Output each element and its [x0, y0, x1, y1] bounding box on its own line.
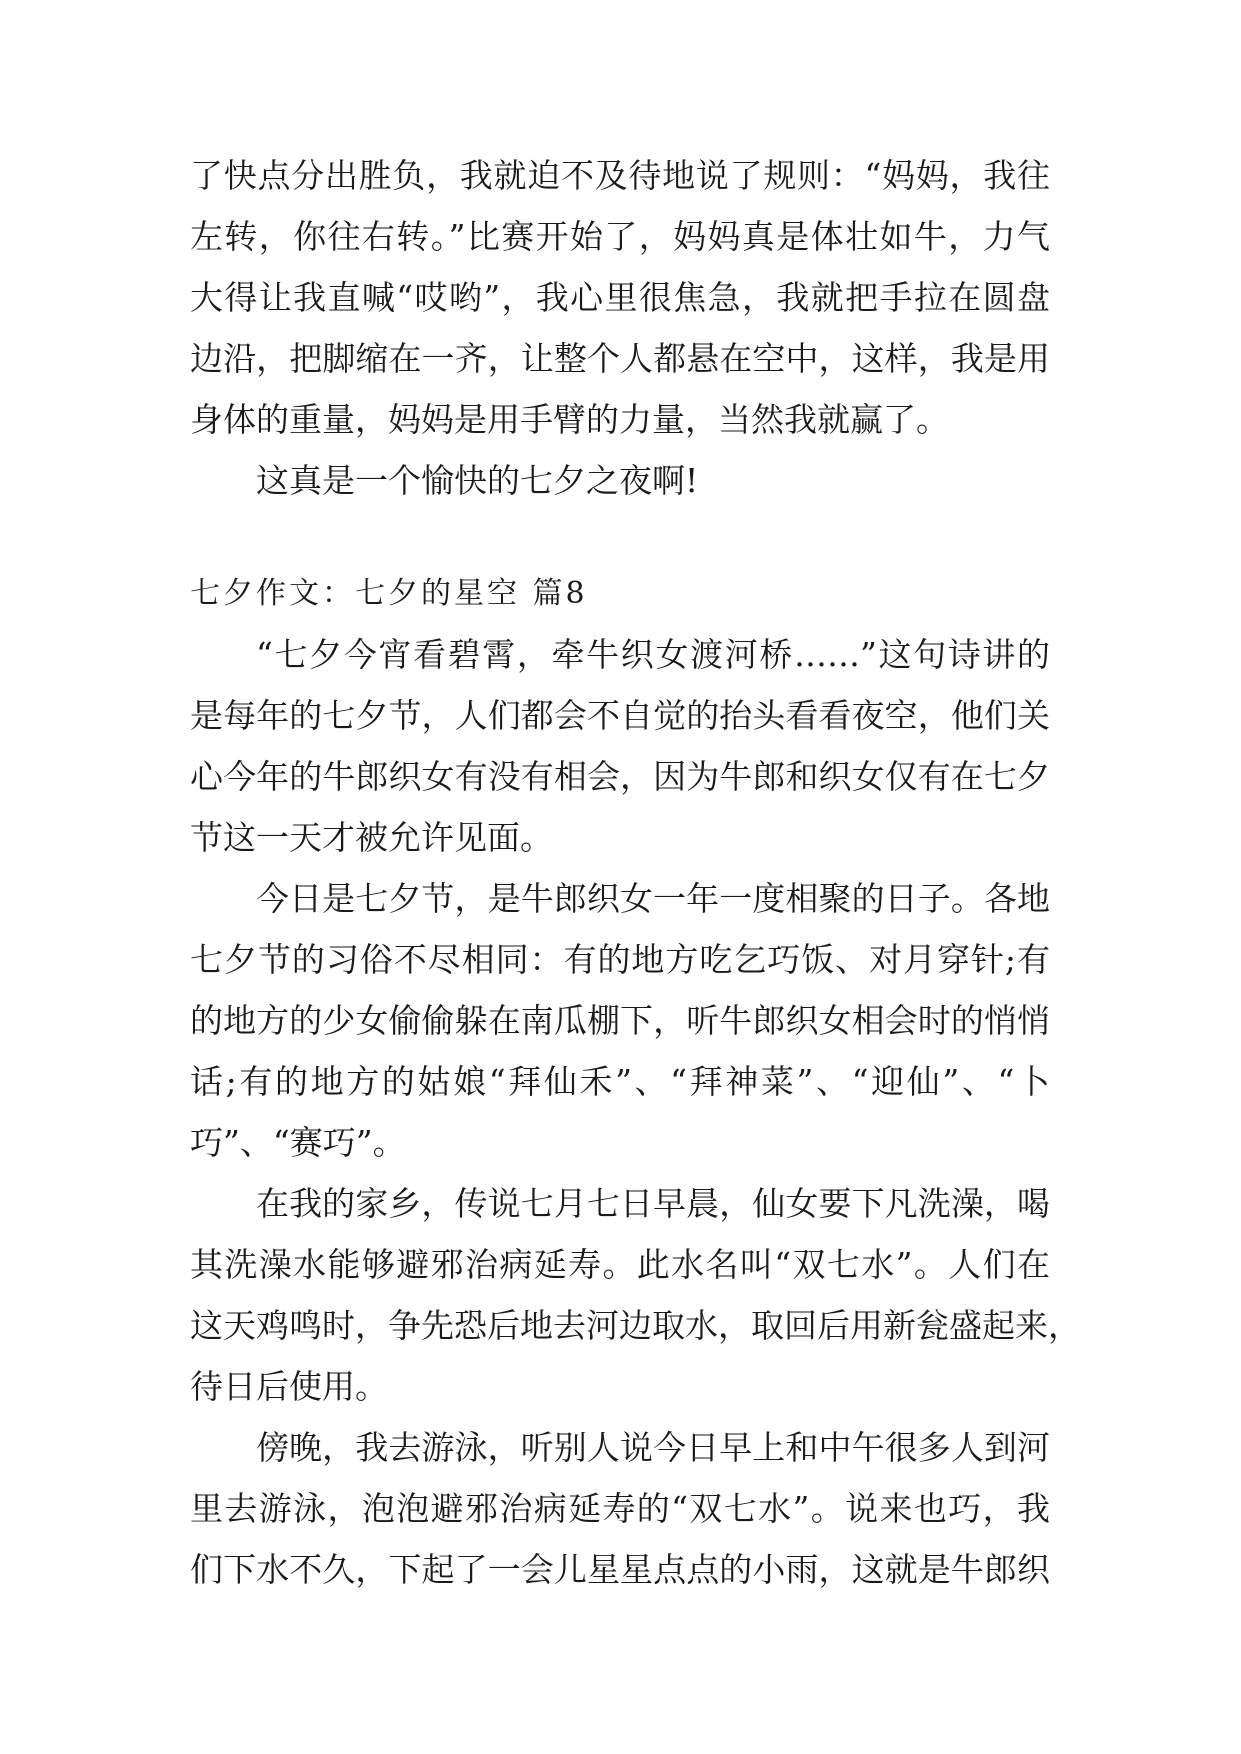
- paragraph-line: 们下水不久，下起了一会儿星星点点的小雨，这就是牛郎织: [190, 1550, 1050, 1589]
- paragraph-line: 心今年的牛郎织女有没有相会，因为牛郎和织女仅有在七夕: [190, 757, 1050, 796]
- paragraph-line: 边沿，把脚缩在一齐，让整个人都悬在空中，这样，我是用: [190, 339, 1050, 378]
- paragraph-line: “七夕今宵看碧霄，牵牛织女渡河桥……”这句诗讲的: [256, 635, 1050, 674]
- paragraph-line: 左转，你往右转。”比赛开始了，妈妈真是体壮如牛，力气: [190, 217, 1050, 256]
- paragraph-line: 话;有的地方的姑娘“拜仙禾”、“拜神菜”、“迎仙”、“卜: [190, 1062, 1050, 1101]
- paragraph-line: 七夕节的习俗不尽相同：有的地方吃乞巧饭、对月穿针;有: [190, 940, 1050, 979]
- section-title: 七夕作文：七夕的星空 篇8: [190, 576, 588, 611]
- paragraph-line: 节这一天才被允许见面。: [190, 818, 553, 857]
- paragraph-line: 了快点分出胜负，我就迫不及待地说了规则：“妈妈，我往: [190, 156, 1050, 195]
- paragraph-line: 在我的家乡，传说七月七日早晨，仙女要下凡洗澡，喝: [256, 1184, 1050, 1223]
- paragraph-line: 是每年的七夕节，人们都会不自觉的抬头看看夜空，他们关: [190, 696, 1050, 735]
- paragraph-line: 大得让我直喊“哎哟”，我心里很焦急，我就把手拉在圆盘: [190, 278, 1050, 317]
- paragraph-line: 这真是一个愉快的七夕之夜啊!: [256, 461, 699, 500]
- paragraph-line: 待日后使用。: [190, 1367, 388, 1406]
- paragraph-line: 今日是七夕节，是牛郎织女一年一度相聚的日子。各地: [256, 879, 1050, 918]
- paragraph-line: 傍晚，我去游泳，听别人说今日早上和中午很多人到河: [256, 1428, 1050, 1467]
- paragraph-line: 身体的重量，妈妈是用手臂的力量，当然我就赢了。: [190, 400, 949, 439]
- paragraph-line: 巧”、“赛巧”。: [190, 1123, 406, 1162]
- paragraph-line: 的地方的少女偷偷躲在南瓜棚下，听牛郎织女相会时的悄悄: [190, 1001, 1050, 1040]
- paragraph-line: 这天鸡鸣时，争先恐后地去河边取水，取回后用新瓮盛起来，: [190, 1306, 1081, 1345]
- paragraph-line: 里去游泳，泡泡避邪治病延寿的“双七水”。说来也巧，我: [190, 1489, 1050, 1528]
- paragraph-line: 其洗澡水能够避邪治病延寿。此水名叫“双七水”。人们在: [190, 1245, 1050, 1284]
